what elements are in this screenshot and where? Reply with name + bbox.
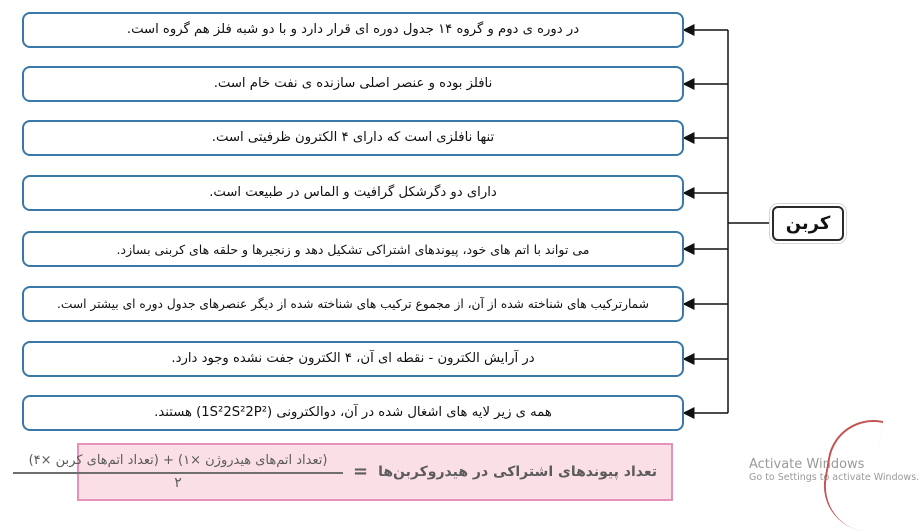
hydrocarbon-formula-box xyxy=(28,443,673,501)
carbon-fact-box-1 xyxy=(22,12,684,48)
formula-equals-sign: = xyxy=(353,461,369,482)
carbon-fact-box-8 xyxy=(22,395,684,431)
formula-left-title: تعداد پیوندهای اشتراکی در هیدروکربن‌ها xyxy=(378,464,657,480)
carbon-fact-box-7 xyxy=(22,341,684,377)
carbon-fact-text-5: می تواند با اتم های خود، پیوندهای اشتراکی تشکیل دهد و زنجیرها و حلقه های کربنی بسازد. xyxy=(116,241,590,257)
carbon-fact-box-3 xyxy=(22,120,684,156)
carbon-main-node xyxy=(772,206,844,241)
carbon-fact-text-1: در دوره ی دوم و گروه ۱۴ جدول دوره ای قرار دارد و با دو شبه فلز هم گروه است. xyxy=(126,22,580,38)
watermark-subtitle: Go to Settings to activate Windows. xyxy=(749,472,919,484)
carbon-fact-box-5 xyxy=(22,231,684,267)
watermark-title: Activate Windows xyxy=(749,457,865,472)
formula-fraction xyxy=(13,454,343,489)
cursor-arc-overlay xyxy=(817,413,884,531)
carbon-fact-text-3: تنها نافلزی است که دارای ۴ الکترون ظرفیتی است. xyxy=(211,130,495,146)
carbon-fact-text-6: شمارترکیب های شناخته شده از آن، از مجموع ترکیب های شناخته شده از دیگر عنصرهای جدول دوره ای بیشتر است. xyxy=(57,296,649,311)
formula-denominator: ۲ xyxy=(174,474,182,491)
formula-fraction-line xyxy=(13,472,343,474)
carbon-fact-box-4 xyxy=(22,175,684,211)
carbon-fact-box-6 xyxy=(22,286,684,322)
carbon-fact-text-4: دارای دو دگرشکل گرافیت و الماس در طبیعت است. xyxy=(209,185,497,201)
carbon-main-node-label: کربن xyxy=(785,212,831,234)
carbon-fact-text-7: در آرایش الکترون - نقطه ای آن، ۴ الکترون جفت نشده وجود دارد. xyxy=(171,351,535,367)
carbon-fact-box-2 xyxy=(22,66,684,102)
carbon-fact-text-8: همه ی زیر لایه های اشغال شده در آن، دوالکترونی (1S²2S²2P²) هستند. xyxy=(154,405,552,421)
formula-numerator: (تعداد اتم‌های هیدروژن ×۱) + (تعداد اتم‌های کربن ×۴) xyxy=(28,453,328,469)
carbon-fact-text-2: نافلز بوده و عنصر اصلی سازنده ی نفت خام است. xyxy=(213,76,493,92)
